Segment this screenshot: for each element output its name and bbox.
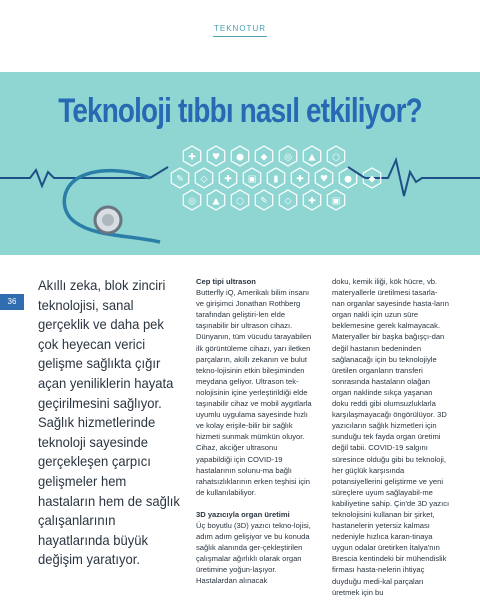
cross-icon: ✚ [308,196,316,207]
tooth-icon: ◇ [284,196,292,207]
heart-icon: ♥ [319,174,329,185]
pill-icon: ● [236,152,244,163]
page-header [0,0,480,72]
lead-paragraph: Akıllı zeka, blok zinciri teknolojisi, sanal gerçeklik ve daha pek çok heyecan verici gelişme sağlıkta çığır açan yeniliklerin hayata geçirilmesini sağlıyor. Sağlık hizmetlerinde teknoloji sayesinde gerçekleşen çarpıcı gelişmeler hem hastaların hem de sağlık çalışanlarının hayatlarında büyük değişim yaratıyor. [38,277,180,568]
paragraph-ultrasound: Butterfly iQ, Amerikalı bilim insanı ve girişimci Jonathan Rothberg tarafından geliştiri-len elde taşınabilir bir ultrason cihazı. Dünyanın, tüm vücudu tarayabilen ilk görüntüleme cihazı, yarı iletken parçaların, akıllı zekanın ve bulut tekno-lojisinin etkin bileşiminden meydana geliyor. Ultrason tek-nolojisinin içine yerleştirildiği elde taşınabilir cihaz ve mobil aygıtlarla uyumlu uygulama sayesinde hızlı ve kolay erişile-bilir bir sağlık hizmeti sunmak mümkün oluyor. Cihaz, akciğer ultrasonu yapabildiği için COVID-19 hastalarının solunu-ma bağlı rahatsızlıklarının erken teşhisi için de kullanılabiliyor. [196,288,312,497]
dna-icon: ◆ [368,174,376,185]
clipboard-icon: ▣ [247,174,257,185]
body-column-2 [332,276,450,598]
subheading-ultrasound: Cep tipi ultrason [196,277,256,286]
brain-icon: ✚ [188,152,196,163]
cross-icon: ✚ [224,174,232,185]
heart-icon: ♥ [211,152,221,163]
stethoscope-icon: ○ [236,196,244,207]
clipboard-icon: ▣ [331,196,341,207]
hero-banner [0,72,480,255]
article-title: Teknoloji tıbbı nasıl etkiliyor? [58,92,422,130]
body-column-1 [196,276,314,587]
paragraph-3d-printing-cont: doku, kemik iliği, kök hücre, vb. materyallerle üretilmesi tasarla-nan organlar sayesinde hasta-ların organ nakli için uzun süre beklemesine gerek kalmayacak. Materyaller bir başka bağışçı-dan değil hastanın bedeninden sağlanacağı için bu teknolojiyle üretilen organların transferi sonrasında hastaların olağan organ naklinde sıkça yaşanan doku reddi gibi olumsuzluklarla karşılaşmayacağı öngörülüyor. 3D yazıcıların sağlık hizmetleri için sunduğu tek fayda organ üretimi değil tabii. COVID-19 salgını süresince olduğu gibi bu teknoloji, her güçlük karşısında potansiyellerini geliştirme ve yeni süreçlere uyum sağlayabil-me kabiliyetine sahip. Çin'de 3D yazıcı teknolojisini kullanan bir şirket, hastanelerin yetersiz kalması nedeniyle hızlıca karan-tinaya uygun odalar üretirken İtalya'nın Brescia kentindeki bir mühendislik firması hasta-nelerin ihtiyaç duyduğu medi-kal parçaları üretmek için bu [332,277,450,597]
dna-icon: ◆ [260,152,268,163]
thermometer-icon: ▮ [273,174,279,185]
paragraph-3d-printing: Üç boyutlu (3D) yazıcı tekno-lojisi, adım adım gelişiyor ve bu konuda sağlık alanında ger-çekleştirilen çalışmalar ağırlıklı olarak organ üretimine yoğun-laşıyor. Hastalardan alınacak [196,520,311,586]
subheading-3d-printing: 3D yazıcıyla organ üretimi [196,509,290,519]
microscope-icon: ◎ [284,152,292,163]
section-label: TEKNOTUR [214,24,266,33]
stethoscope-icon: ○ [332,152,340,163]
ambulance-icon: ▲ [212,196,220,207]
stethoscope-hex-illustration [0,72,480,255]
syringe-icon: ✎ [176,174,184,185]
brain-icon: ✚ [296,174,304,185]
pill-icon: ● [344,174,352,185]
syringe-icon: ✎ [260,196,268,207]
connector-line [150,167,168,178]
ambulance-icon: ▲ [308,152,316,163]
microscope-icon: ◎ [188,196,196,207]
tooth-icon: ◇ [200,174,208,185]
page-number: 36 [0,294,24,310]
heartbeat-line-right [365,160,480,196]
section-rule [213,36,267,37]
